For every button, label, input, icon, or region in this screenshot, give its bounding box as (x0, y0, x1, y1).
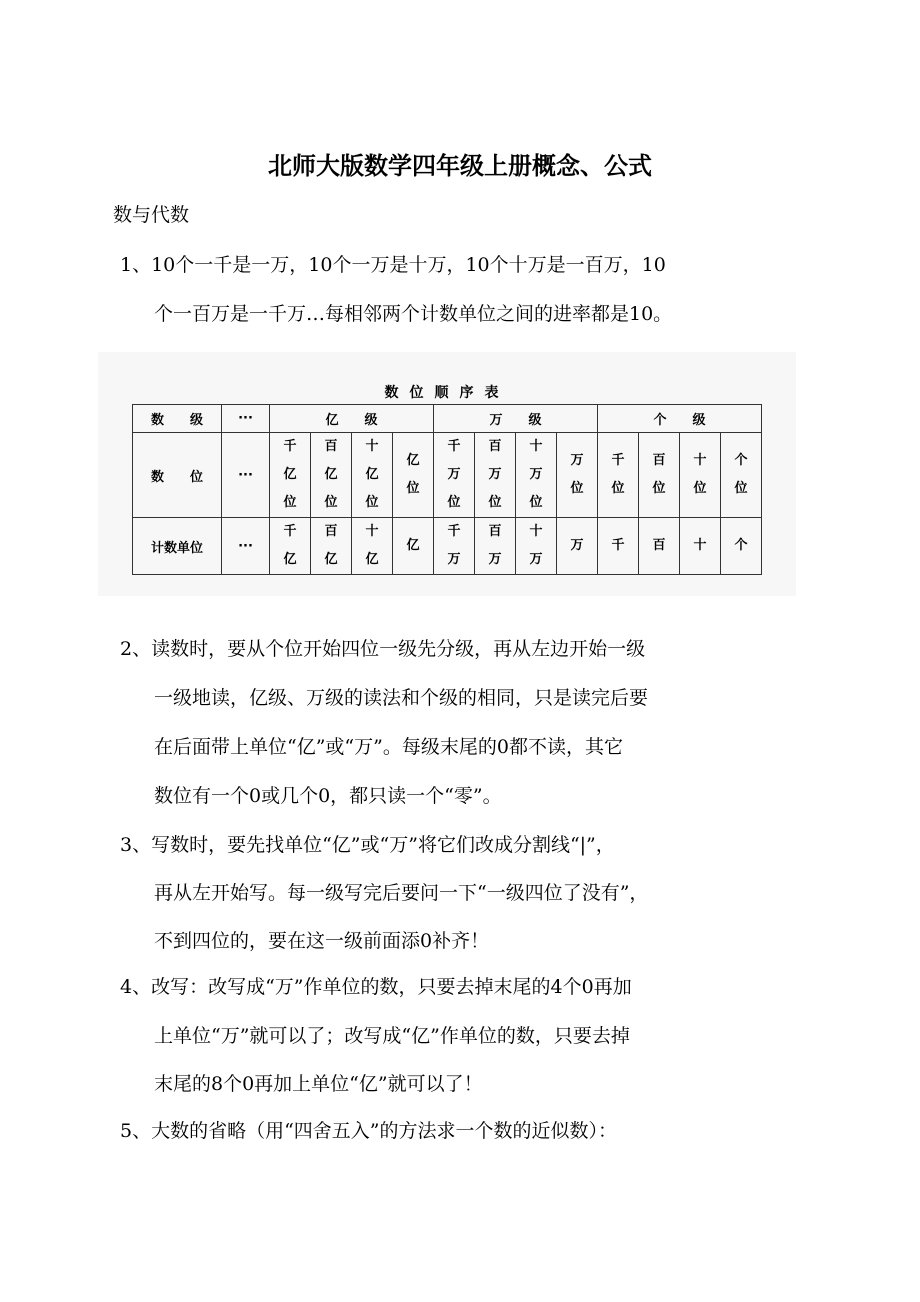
table-cell (311, 433, 352, 518)
table-row-level (133, 405, 762, 433)
item-1-line-2: 个一百万是一千万…每相邻两个计数单位之间的进率都是10。 (154, 303, 673, 325)
table-cell (639, 518, 680, 575)
table-cell-char: 位 (693, 481, 707, 496)
table-cell (270, 433, 311, 518)
table-cell-char: 万 (488, 552, 502, 567)
table-cell-char: 亿 (365, 467, 379, 482)
table-cell-char: 位 (652, 481, 666, 496)
table-cell (557, 518, 598, 575)
table-cell (721, 433, 762, 518)
cell-unit-dots: ··· (222, 518, 270, 575)
table-cell-char: 百 (324, 439, 338, 454)
table-cell (557, 433, 598, 518)
table-cell-char: 个 (734, 538, 748, 553)
table-cell (516, 433, 557, 518)
table-cell (393, 433, 434, 518)
table-row-unit (133, 518, 762, 575)
table-cell-char: 位 (406, 481, 420, 496)
table-cell-char: 十 (693, 538, 707, 553)
table-cell-char: 亿 (365, 552, 379, 567)
table-cell-char: 千 (283, 524, 297, 539)
table-cell-char: 位 (447, 495, 461, 510)
table-cell-char: 个 (734, 453, 748, 468)
cell-wan-level: 万 级 (434, 405, 598, 433)
table-cell (475, 433, 516, 518)
item-3-line-2: 再从左开始写。每一级写完后要问一下“一级四位了没有”， (154, 882, 649, 904)
table-cell (721, 518, 762, 575)
item-3-line-3: 不到四位的，要在这一级前面添0补齐！ (154, 930, 490, 952)
table-cell (598, 433, 639, 518)
table-cell-char: 亿 (406, 453, 420, 468)
table-cell-char: 亿 (324, 552, 338, 567)
item-2-line-3: 在后面带上单位“亿”或“万”。每级末尾的0都不读，其它 (154, 736, 623, 758)
table-cell-char: 十 (529, 439, 543, 454)
table-cell-char: 百 (652, 453, 666, 468)
table-cell-char: 十 (529, 524, 543, 539)
table-cell (434, 518, 475, 575)
cell-level-dots: ··· (222, 405, 270, 433)
table-cell-char: 亿 (406, 538, 420, 553)
item-2-line-4: 数位有一个0或几个0，都只读一个“零”。 (154, 785, 502, 807)
table-cell-char: 亿 (283, 552, 297, 567)
table-cell-char: 百 (488, 439, 502, 454)
place-value-table (132, 404, 762, 575)
table-cell-char: 位 (570, 481, 584, 496)
table-cell (516, 518, 557, 575)
table-cell-char: 万 (447, 552, 461, 567)
item-2-line-2: 一级地读，亿级、万级的读法和个级的相同，只是读完后要 (154, 687, 649, 709)
table-cell (680, 518, 721, 575)
table-cell (352, 518, 393, 575)
table-cell-char: 十 (365, 524, 379, 539)
table-cell-char: 百 (488, 524, 502, 539)
item-4-line-1: 4、改写：改写成“万”作单位的数，只要去掉末尾的4个0再加 (120, 976, 632, 998)
table-cell-char: 位 (324, 495, 338, 510)
table-row-place (133, 433, 762, 518)
table-cell-char: 亿 (283, 467, 297, 482)
item-4-line-2: 上单位“万”就可以了；改写成“亿”作单位的数，只要去掉 (154, 1025, 630, 1047)
cell-yi-level: 亿 级 (270, 405, 434, 433)
table-cell-char: 万 (529, 467, 543, 482)
place-value-table-figure (98, 352, 796, 596)
table-cell (270, 518, 311, 575)
table-cell-char: 千 (283, 439, 297, 454)
cell-place-label: 数 位 (133, 433, 222, 518)
table-cell-char: 百 (652, 538, 666, 553)
table-cell-char: 万 (529, 552, 543, 567)
cell-unit-label: 计数单位 (133, 518, 222, 575)
table-cell-char: 万 (488, 467, 502, 482)
table-cell-char: 位 (611, 481, 625, 496)
table-cell-char: 位 (365, 495, 379, 510)
table-cell (639, 433, 680, 518)
section-heading: 数与代数 (113, 204, 190, 226)
table-cell-char: 百 (324, 524, 338, 539)
table-cell-char: 位 (529, 495, 543, 510)
item-5-line-1: 5、大数的省略（用“四舍五入”的方法求一个数的近似数）： (120, 1120, 618, 1142)
item-4-line-3: 末尾的8个0再加上单位“亿”就可以了！ (154, 1073, 483, 1095)
table-cell-char: 千 (611, 538, 625, 553)
table-cell (598, 518, 639, 575)
item-2-line-1: 2、读数时，要从个位开始四位一级先分级，再从左边开始一级 (120, 638, 646, 660)
table-cell-char: 万 (570, 453, 584, 468)
table-cell (475, 518, 516, 575)
table-cell-char: 位 (734, 481, 748, 496)
cell-ge-level: 个 级 (598, 405, 762, 433)
item-3-line-1: 3、写数时，要先找单位“亿”或“万”将它们改成分割线“|”， (120, 834, 615, 856)
item-1-line-1: 1、10个一千是一万，10个一万是十万，10个十万是一百万，10 (120, 254, 666, 276)
cell-place-dots: ··· (222, 433, 270, 518)
table-cell-char: 十 (693, 453, 707, 468)
table-cell (352, 433, 393, 518)
table-cell (434, 433, 475, 518)
table-cell (311, 518, 352, 575)
table-cell-char: 万 (570, 538, 584, 553)
table-cell-char: 千 (611, 453, 625, 468)
table-cell-char: 千 (447, 439, 461, 454)
table-cell-char: 亿 (324, 467, 338, 482)
table-caption: 数位顺序表 (384, 385, 510, 401)
table-cell-char: 位 (488, 495, 502, 510)
table-cell-char: 十 (365, 439, 379, 454)
table-cell (680, 433, 721, 518)
table-cell (393, 518, 434, 575)
cell-level-label: 数 级 (133, 405, 222, 433)
table-cell-char: 位 (283, 495, 297, 510)
page-title: 北师大版数学四年级上册概念、公式 (268, 152, 652, 180)
table-cell-char: 千 (447, 524, 461, 539)
table-cell-char: 万 (447, 467, 461, 482)
